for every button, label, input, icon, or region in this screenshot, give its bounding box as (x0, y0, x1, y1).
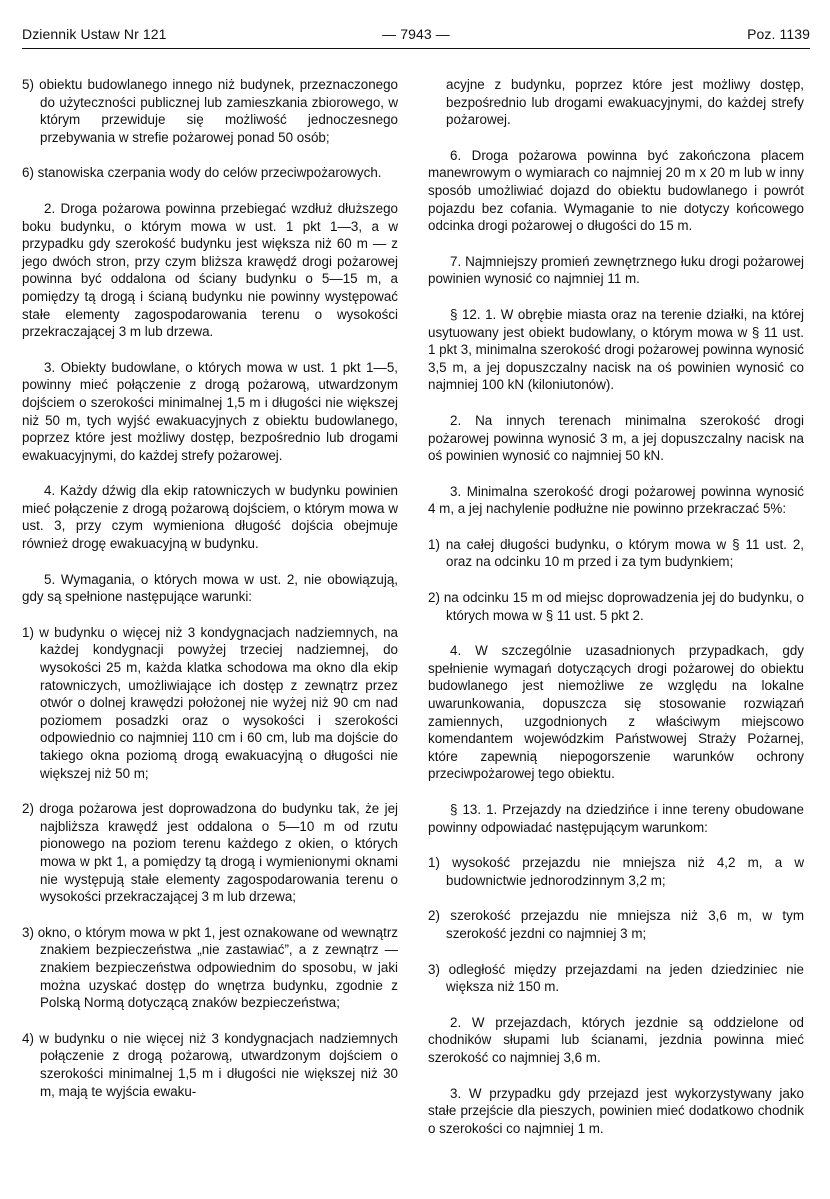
paragraph: 3. W przypadku gdy przejazd jest wykorzystywany jako stałe przejście dla pieszych, powinien mieć dodatkowo chodnik o szerokości co najmniej 1 m. (428, 1085, 804, 1136)
list-item: 1) na całej długości budynku, o którym mowa w § 11 ust. 2, oraz na odcinku 10 m przed i za tym budynkiem; (428, 536, 804, 570)
paragraph: 4. W szczególnie uzasadnionych przypadkach, gdy spełnienie wymagań dotyczących drogi pożarowej do obiektu budowlanego jest niemożliwe ze względu na lokalne uwarunkowania, dopuszcza się stosowanie rozwiązań zamiennych, uzgodnionych z właściwym miejscowo komendantem wojewódzkim Państwowej Straży Pożarnej, które zapewnią niepogorszenie warunków ochrony przeciwpożarowej tego obiektu. (428, 643, 804, 782)
position-number: Poz. 1139 (747, 26, 810, 42)
continued-list-item: acyjne z budynku, poprzez które jest możliwy dostęp, bezpośrednio lub drogami ewakuacyjnymi, do każdej strefy pożarowej. (446, 77, 804, 128)
list-item: 2) szerokość przejazdu nie mniejsza niż 3,6 m, w tym szerokość jezdni co najmniej 3 m; (428, 908, 804, 941)
paragraph: 3. Obiekty budowlane, o których mowa w ust. 1 pkt 1—5, powinny mieć połączenie z drogą pożarową, utwardzonym dojściem o szerokości minimalnej 1,5 m i długości nie większej niż 50 m, tych wyjść ewakuacyjnych z obiektu budowlanego, poprzez które jest możliwy dostęp, bezpośrednio lub drogami ewakuacyjnymi, do każdej strefy pożarowej. (22, 359, 398, 463)
paragraph: § 13. 1. Przejazdy na dziedzińce i inne tereny obudowane powinny odpowiadać następującym warunkom: (428, 802, 804, 835)
paragraph: 3. Minimalna szerokość drogi pożarowej powinna wynosić 4 m, a jej nachylenie podłużne nie powinno przekraczać 5%: (428, 483, 804, 517)
paragraph: 2. Droga pożarowa powinna przebiegać wzdłuż dłuższego boku budynku, o którym mowa w ust. 1 pkt 1—3, a w przypadku gdy szerokość budynku jest większa niż 60 m — z jego dwóch stron, przy czym bliższa krawędź drogi pożarowej powinna być oddalona od ściany budynku o 5—15 m, a pomiędzy tą drogą i ścianą budynku nie powinny występować stałe elementy zagospodarowania terenu o wysokości przekraczającej 3 m lub drzewa. (22, 200, 398, 340)
list-item: 1) wysokość przejazdu nie mniejsza niż 4,2 m, a w budownictwie jednorodzinnym 3,2 m; (428, 855, 804, 888)
list-item: 5) obiektu budowlanego innego niż budynek, przeznaczonego do użyteczności publicznej lub zamieszkania zbiorowego, w którym przewiduje się możliwość jednoczesnego przebywania w strefie pożarowej ponad 50 osób; (22, 77, 398, 145)
header-rule (22, 48, 810, 49)
list-item: 3) okno, o którym mowa w pkt 1, jest oznakowane od wewnątrz znakiem bezpieczeństwa „nie zastawiać”, a z zewnątrz — znakiem bezpieczeństwa odpowiednim do sposobu, w jaki można uzyskać dostęp do wnętrza budynku, zgodnie z Polską Normą dotyczącą znaków bezpieczeństwa; (22, 924, 398, 1011)
page-number: — 7943 — (382, 26, 450, 42)
paragraph: 2. Na innych terenach minimalna szerokość drogi pożarowej powinna wynosić 3 m, a jej dopuszczalny nacisk na oś powinien wynosić co najmniej 50 kN. (428, 412, 804, 464)
paragraph: § 12. 1. W obrębie miasta oraz na terenie działki, na której usytuowany jest obiekt budowlany, o którym mowa w § 11 ust. 1 pkt 3, minimalna szerokość drogi pożarowej powinna wynosić 3,5 m, a jej dopuszczalny nacisk na oś powinien wynosić co najmniej 100 kN (kiloniutonów). (428, 306, 804, 393)
list-item: 2) na odcinku 15 m od miejsc doprowadzenia jej do budynku, o których mowa w § 11 ust. 5 pkt 2. (428, 590, 804, 623)
paragraph: 5. Wymagania, o których mowa w ust. 2, nie obowiązują, gdy są spełnione następujące warunki: (22, 571, 398, 605)
page-header (22, 26, 810, 48)
right-column (428, 76, 804, 1155)
paragraph: 4. Każdy dźwig dla ekip ratowniczych w budynku powinien mieć połączenie z drogą pożarową dojściem, o którym mowa w ust. 3, przy czym wymieniona długość dojścia obejmuje również drogę ewakuacyjną w budynku. (22, 483, 398, 552)
list-item: 4) w budynku o nie więcej niż 3 kondygnacjach nadziemnych połączenie z drogą pożarową, utwardzonym dojściem o szerokości minimalnej 1,5 m i długości nie większej niż 30 m, mają te wyjścia ewaku- (22, 1030, 398, 1099)
left-column (22, 76, 398, 1118)
list-item: 1) w budynku o więcej niż 3 kondygnacjach nadziemnych, na każdej kondygnacji powyżej trzeciej nadziemnej, do wysokości 25 m, każda klatka schodowa ma okno dla ekip ratowniczych, umożliwiające ich dostęp z zewnątrz przez otwór o dolnej krawędzi położonej nie wyżej niż 90 cm nad poziomem posadzki oraz o wysokości i szerokości odpowiednio co najmniej 110 cm i 60 cm, lub ma dojście do takiego okna poziomą drogą ewakuacyjną o długości nie większej niż 50 m; (22, 624, 398, 781)
list-item: 2) droga pożarowa jest doprowadzona do budynku tak, że jej najbliższa krawędź jest oddalona o 5—10 m od rzutu pionowego na poziom terenu każdego z okien, o których mowa w pkt 1, a pomiędzy tą drogą i wymienionymi oknami nie występują stałe elementy zagospodarowania terenu o wysokości przekraczającej 3 m lub drzewa; (22, 801, 398, 905)
list-item: 3) odległość między przejazdami na jeden dziedziniec nie większa niż 150 m. (428, 961, 804, 995)
list-item: 6) stanowiska czerpania wody do celów przeciwpożarowych. (22, 165, 382, 181)
journal-title: Dziennik Ustaw Nr 121 (22, 26, 167, 42)
paragraph: 6. Droga pożarowa powinna być zakończona placem manewrowym o wymiarach co najmniej 20 m x 20 m lub w inny sposób umożliwiać dojazd do obiektu budowlanego i powrót pojazdu bez cofania. Wymaganie to nie dotyczy końcowego odcinka drogi pożarowej o długości do 15 m. (428, 147, 804, 234)
paragraph: 2. W przejazdach, których jezdnie są oddzielone od chodników słupami lub ścianami, jezdnia powinna mieć szerokość co najmniej 3,6 m. (428, 1014, 804, 1065)
paragraph: 7. Najmniejszy promień zewnętrznego łuku drogi pożarowej powinien wynosić co najmniej 11 m. (428, 253, 804, 287)
